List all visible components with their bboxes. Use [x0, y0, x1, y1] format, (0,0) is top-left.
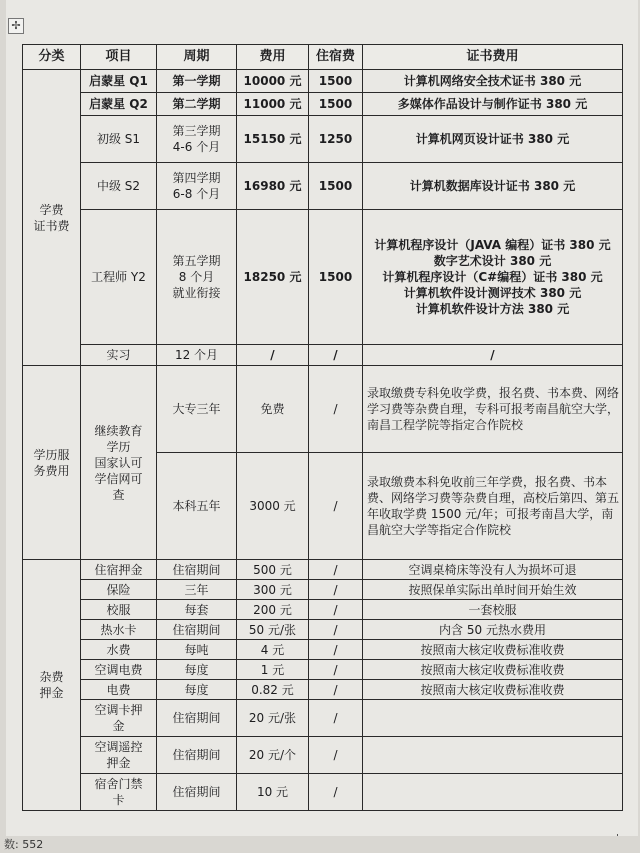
cert-cell: 按照南大核定收费标准收费: [363, 660, 623, 680]
period-cell: 本科五年: [157, 453, 237, 560]
fee-cell: 3000 元: [237, 453, 309, 560]
lodging-cell: /: [309, 774, 363, 811]
item-cell: 启蒙星 Q1: [81, 70, 157, 93]
item-cell: 中级 S2: [81, 163, 157, 210]
cert-cell: [363, 737, 623, 774]
cert-cell: 按照南大核定收费标准收费: [363, 640, 623, 660]
table-row: [23, 366, 623, 453]
fee-cell: 500 元: [237, 560, 309, 580]
document-page: [6, 0, 638, 853]
fee-cell: 11000 元: [237, 93, 309, 116]
header-period: 周期: [157, 45, 237, 70]
table-row: [23, 660, 623, 680]
fee-cell: 50 元/张: [237, 620, 309, 640]
period-cell: 12 个月: [157, 345, 237, 366]
fee-cell: /: [237, 345, 309, 366]
period-cell: 大专三年: [157, 366, 237, 453]
header-row: [23, 45, 623, 70]
education-item-cell: 继续教育 学历 国家认可 学信网可 查: [81, 366, 157, 560]
item-cell: 空调电费: [81, 660, 157, 680]
item-cell: 空调遥控 押金: [81, 737, 157, 774]
cert-cell: 内含 50 元热水费用: [363, 620, 623, 640]
fee-cell: 10 元: [237, 774, 309, 811]
period-cell: 第二学期: [157, 93, 237, 116]
lodging-cell: /: [309, 660, 363, 680]
cert-cell: 计算机程序设计（JAVA 编程）证书 380 元 数字艺术设计 380 元 计算机程序设计（C#编程）证书 380 元 计算机软件设计测评技术 380 元 计算机软件设计方法 380 元: [363, 210, 623, 345]
table-row: [23, 93, 623, 116]
cert-cell: 一套校服: [363, 600, 623, 620]
fee-cell: 18250 元: [237, 210, 309, 345]
fee-cell: 1 元: [237, 660, 309, 680]
fee-cell: 0.82 元: [237, 680, 309, 700]
lodging-cell: /: [309, 560, 363, 580]
table-row: [23, 774, 623, 811]
cert-cell: 按照保单实际出单时间开始生效: [363, 580, 623, 600]
item-cell: 工程师 Y2: [81, 210, 157, 345]
item-cell: 电费: [81, 680, 157, 700]
period-cell: 每吨: [157, 640, 237, 660]
lodging-cell: /: [309, 600, 363, 620]
cert-cell: [363, 700, 623, 737]
table-row: [23, 163, 623, 210]
header-fee: 费用: [237, 45, 309, 70]
cert-cell: 录取缴费本科免收前三年学费，报名费、书本费、网络学习费等杂费自理，高校后第四、第五年收取学费 1500 元/年；可报考南昌大学，南昌航空大学等指定合作院校: [363, 453, 623, 560]
table-row: [23, 345, 623, 366]
fee-table: [22, 44, 623, 811]
table-row: [23, 560, 623, 580]
period-cell: 住宿期间: [157, 737, 237, 774]
cert-cell: 多媒体作品设计与制作证书 380 元: [363, 93, 623, 116]
category-tuition-cell: 学费 证书费: [23, 70, 81, 366]
header-category: 分类: [23, 45, 81, 70]
lodging-cell: /: [309, 453, 363, 560]
lodging-cell: /: [309, 620, 363, 640]
fee-cell: 300 元: [237, 580, 309, 600]
table-row: [23, 210, 623, 345]
period-cell: 第四学期 6-8 个月: [157, 163, 237, 210]
fee-cell: 4 元: [237, 640, 309, 660]
period-cell: 每度: [157, 680, 237, 700]
category-misc-cell: 杂费 押金: [23, 560, 81, 811]
table-row: [23, 640, 623, 660]
table-row: [23, 116, 623, 163]
item-cell: 宿舍门禁 卡: [81, 774, 157, 811]
item-cell: 水费: [81, 640, 157, 660]
table-row: [23, 700, 623, 737]
period-cell: 第一学期: [157, 70, 237, 93]
lodging-cell: /: [309, 366, 363, 453]
lodging-cell: /: [309, 640, 363, 660]
fee-cell: 20 元/个: [237, 737, 309, 774]
word-count: 数: 552: [4, 838, 44, 851]
header-lodging: 住宿费: [309, 45, 363, 70]
cert-cell: 空调桌椅床等没有人为损坏可退: [363, 560, 623, 580]
table-row: [23, 70, 623, 93]
lodging-cell: /: [309, 580, 363, 600]
period-cell: 三年: [157, 580, 237, 600]
fee-cell: 200 元: [237, 600, 309, 620]
period-cell: 住宿期间: [157, 560, 237, 580]
lodging-cell: 1500: [309, 210, 363, 345]
period-cell: 第三学期 4-6 个月: [157, 116, 237, 163]
cert-cell: 计算机数据库设计证书 380 元: [363, 163, 623, 210]
fee-cell: 16980 元: [237, 163, 309, 210]
fee-table-container: [22, 44, 622, 811]
item-cell: 启蒙星 Q2: [81, 93, 157, 116]
lodging-cell: 1500: [309, 163, 363, 210]
cert-cell: 计算机网页设计证书 380 元: [363, 116, 623, 163]
table-row: [23, 737, 623, 774]
lodging-cell: /: [309, 680, 363, 700]
fee-cell: 10000 元: [237, 70, 309, 93]
fee-cell: 15150 元: [237, 116, 309, 163]
period-cell: 第五学期 8 个月 就业衔接: [157, 210, 237, 345]
lodging-cell: 1500: [309, 70, 363, 93]
table-row: [23, 680, 623, 700]
lodging-cell: /: [309, 345, 363, 366]
cert-cell: 按照南大核定收费标准收费: [363, 680, 623, 700]
period-cell: 住宿期间: [157, 700, 237, 737]
table-row: [23, 580, 623, 600]
item-cell: 保险: [81, 580, 157, 600]
cert-cell: [363, 774, 623, 811]
header-item: 项目: [81, 45, 157, 70]
table-row: [23, 620, 623, 640]
period-cell: 每套: [157, 600, 237, 620]
lodging-cell: /: [309, 700, 363, 737]
table-row: [23, 600, 623, 620]
lodging-cell: 1500: [309, 93, 363, 116]
period-cell: 住宿期间: [157, 774, 237, 811]
cert-cell: 计算机网络安全技术证书 380 元: [363, 70, 623, 93]
period-cell: 住宿期间: [157, 620, 237, 640]
item-cell: 实习: [81, 345, 157, 366]
period-cell: 每度: [157, 660, 237, 680]
item-cell: 空调卡押 金: [81, 700, 157, 737]
cert-cell: /: [363, 345, 623, 366]
table-move-handle-icon[interactable]: ✢: [8, 18, 24, 34]
status-bar: [0, 836, 640, 853]
item-cell: 住宿押金: [81, 560, 157, 580]
lodging-cell: /: [309, 737, 363, 774]
category-education-cell: 学历服 务费用: [23, 366, 81, 560]
item-cell: 校服: [81, 600, 157, 620]
fee-cell: 免费: [237, 366, 309, 453]
item-cell: 热水卡: [81, 620, 157, 640]
lodging-cell: 1250: [309, 116, 363, 163]
cert-cell: 录取缴费专科免收学费，报名费、书本费、网络学习费等杂费自理，专科可报考南昌航空大学，南昌工程学院等指定合作院校: [363, 366, 623, 453]
fee-cell: 20 元/张: [237, 700, 309, 737]
item-cell: 初级 S1: [81, 116, 157, 163]
header-cert: 证书费用: [363, 45, 623, 70]
